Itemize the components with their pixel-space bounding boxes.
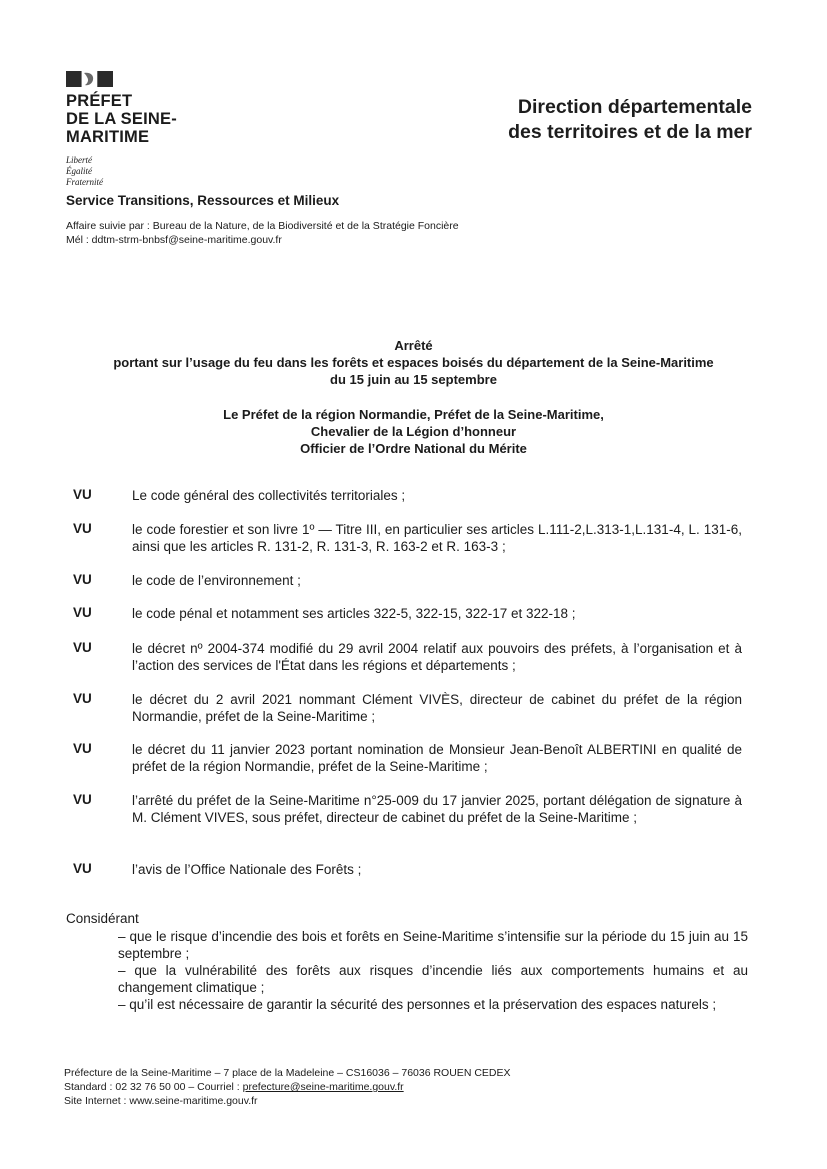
direction-title bbox=[508, 95, 752, 145]
contact-info bbox=[66, 219, 459, 247]
vu-item: le décret du 2 avril 2021 nommant Clément VIVÈS, directeur de cabinet du préfet de la région Normandie, préfet de la Seine-Maritime ; bbox=[132, 692, 742, 724]
title-line: Arrêté bbox=[394, 338, 433, 353]
vu-item: Le code général des collectivités territoriales ; bbox=[132, 488, 406, 503]
footer-address: Préfecture de la Seine-Maritime – 7 place de la Madeleine – CS16036 – 76036 ROUEN CEDEX bbox=[64, 1067, 511, 1079]
prefecture-line: PRÉFET bbox=[66, 92, 133, 110]
prefet-line: Chevalier de la Légion d’honneur bbox=[310, 424, 517, 439]
prefecture-name bbox=[66, 92, 177, 146]
prefecture-line: MARITIME bbox=[66, 128, 150, 146]
title-line: du 15 juin au 15 septembre bbox=[330, 372, 497, 387]
prefet-titles bbox=[0, 406, 827, 457]
vu-item: le décret nº 2004-374 modifié du 29 avril 2004 relatif aux pouvoirs des préfets, à l’organisation et à l’action des services de l'État dans les régions et départements ; bbox=[132, 641, 742, 673]
vu-item: le code pénal et notamment ses articles 322-5, 322-15, 322-17 et 322-18 ; bbox=[132, 606, 576, 621]
vu-item: l’arrêté du préfet de la Seine-Maritime n°25-009 du 17 janvier 2025, portant délégation de signature à M. Clément VIVES, sous préfet, directeur de cabinet du préfet de la Seine-Maritime ; bbox=[132, 793, 742, 825]
vu-label: VU bbox=[73, 691, 92, 706]
vu-label: VU bbox=[73, 605, 92, 620]
vu-label: VU bbox=[73, 487, 92, 502]
footer-email-link[interactable]: prefecture@seine-maritime.gouv.fr bbox=[242, 1081, 404, 1093]
direction-line: Direction départementale bbox=[517, 96, 752, 118]
vu-label: VU bbox=[73, 572, 92, 587]
considerant-item: – qu’il est nécessaire de garantir la sécurité des personnes et la préservation des espaces naturels ; bbox=[118, 997, 717, 1012]
affaire-line: Affaire suivie par : Bureau de la Nature, de la Biodiversité et de la Stratégie Foncière bbox=[66, 220, 459, 232]
prefet-line: Le Préfet de la région Normandie, Préfet de la Seine-Maritime, bbox=[223, 407, 604, 422]
vu-label: VU bbox=[73, 741, 92, 756]
considerant-item: – que le risque d’incendie des bois et forêts en Seine-Maritime s’intensifie sur la période du 15 juin au 15 septembre ; bbox=[118, 929, 748, 961]
vu-item: le code forestier et son livre 1º — Titre III, en particulier ses articles L.111-2,L.313-1,L.131-4, L. 131-6, ainsi que les articles R. 131-2, R. 131-3, R. 163-2 et R. 163-3 ; bbox=[132, 522, 742, 554]
marianne-flag-logo bbox=[66, 71, 113, 87]
considerant-item: – que la vulnérabilité des forêts aux risques d’incendie liés aux comportements humains et au changement climatique ; bbox=[118, 963, 748, 995]
footer bbox=[64, 1066, 511, 1108]
vu-label: VU bbox=[73, 861, 92, 876]
vu-label: VU bbox=[73, 640, 92, 655]
decree-title bbox=[0, 337, 827, 388]
vu-label: VU bbox=[73, 792, 92, 807]
vu-item: le décret du 11 janvier 2023 portant nomination de Monsieur Jean-Benoît ALBERTINI en qualité de préfet de la région Normandie, préfet de la Seine-Maritime ; bbox=[132, 742, 742, 774]
motto-line: Fraternité bbox=[66, 177, 103, 187]
mel-line: Mél : ddtm-strm-bnbsf@seine-maritime.gouv.fr bbox=[66, 234, 282, 246]
footer-site: Site Internet : www.seine-maritime.gouv.fr bbox=[64, 1095, 258, 1107]
footer-standard-text: Standard : 02 32 76 50 00 – Courriel : bbox=[64, 1081, 243, 1093]
considerant-label: Considérant bbox=[66, 911, 139, 926]
prefecture-line: DE LA SEINE- bbox=[66, 110, 177, 128]
service-name: Service Transitions, Ressources et Milieux bbox=[66, 193, 340, 208]
republic-motto bbox=[66, 155, 103, 188]
motto-line: Liberté bbox=[66, 155, 92, 165]
prefet-line: Officier de l’Ordre National du Mérite bbox=[300, 441, 527, 456]
vu-item: l’avis de l’Office Nationale des Forêts ; bbox=[132, 862, 362, 877]
vu-label: VU bbox=[73, 521, 92, 536]
motto-line: Égalité bbox=[66, 166, 92, 176]
vu-item: le code de l’environnement ; bbox=[132, 573, 301, 588]
direction-line: des territoires et de la mer bbox=[508, 121, 752, 143]
title-line: portant sur l’usage du feu dans les forêts et espaces boisés du département de la Seine-Maritime bbox=[113, 355, 714, 370]
footer-standard bbox=[64, 1080, 511, 1094]
